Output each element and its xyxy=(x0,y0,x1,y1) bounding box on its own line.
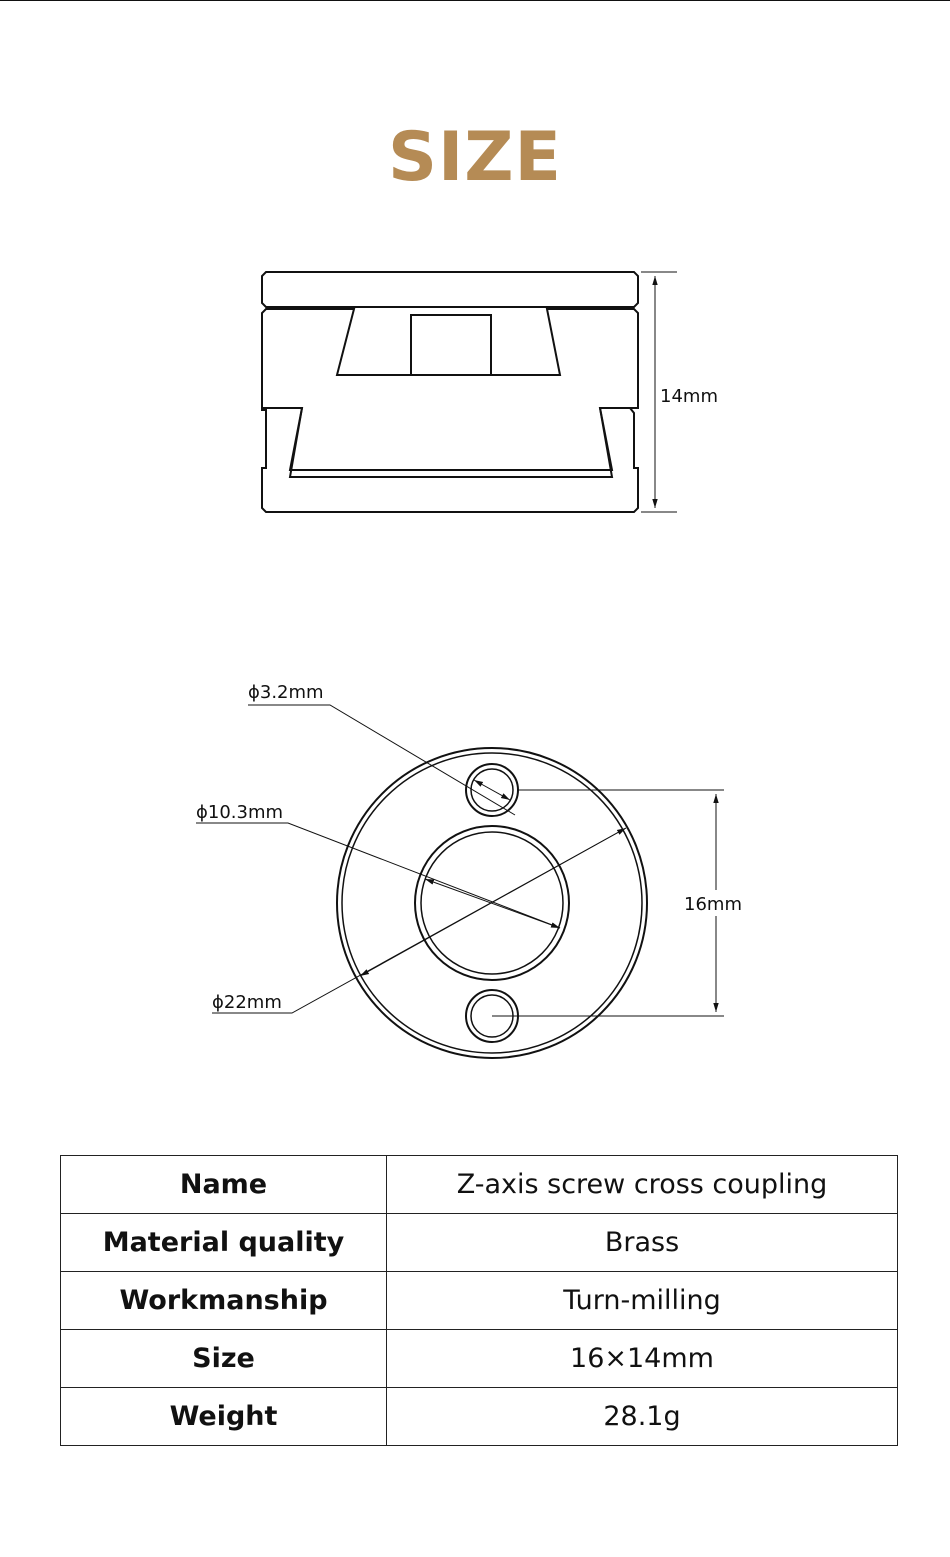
spec-key: Material quality xyxy=(61,1214,387,1272)
spec-table xyxy=(60,1155,898,1446)
spec-key: Name xyxy=(61,1156,387,1214)
spec-key: Weight xyxy=(61,1388,387,1446)
hole-spacing-label: 16mm xyxy=(684,894,742,915)
hole-diameter-label: ϕ3.2mm xyxy=(248,682,324,703)
spec-value: Turn-milling xyxy=(387,1272,898,1330)
spec-key: Size xyxy=(61,1330,387,1388)
spec-value: Z-axis screw cross coupling xyxy=(387,1156,898,1214)
table-row xyxy=(61,1214,898,1272)
height-label: 14mm xyxy=(660,386,718,407)
table-row xyxy=(61,1330,898,1388)
spec-key: Workmanship xyxy=(61,1272,387,1330)
table-row xyxy=(61,1156,898,1214)
spec-value: 16×14mm xyxy=(387,1330,898,1388)
table-row xyxy=(61,1388,898,1446)
inner-diameter-label: ϕ10.3mm xyxy=(196,802,284,823)
spec-value: 28.1g xyxy=(387,1388,898,1446)
table-row xyxy=(61,1272,898,1330)
spec-value: Brass xyxy=(387,1214,898,1272)
outer-diameter-label: ϕ22mm xyxy=(212,992,282,1013)
side-view-drawing xyxy=(262,272,638,512)
page-title: SIZE xyxy=(387,118,563,197)
